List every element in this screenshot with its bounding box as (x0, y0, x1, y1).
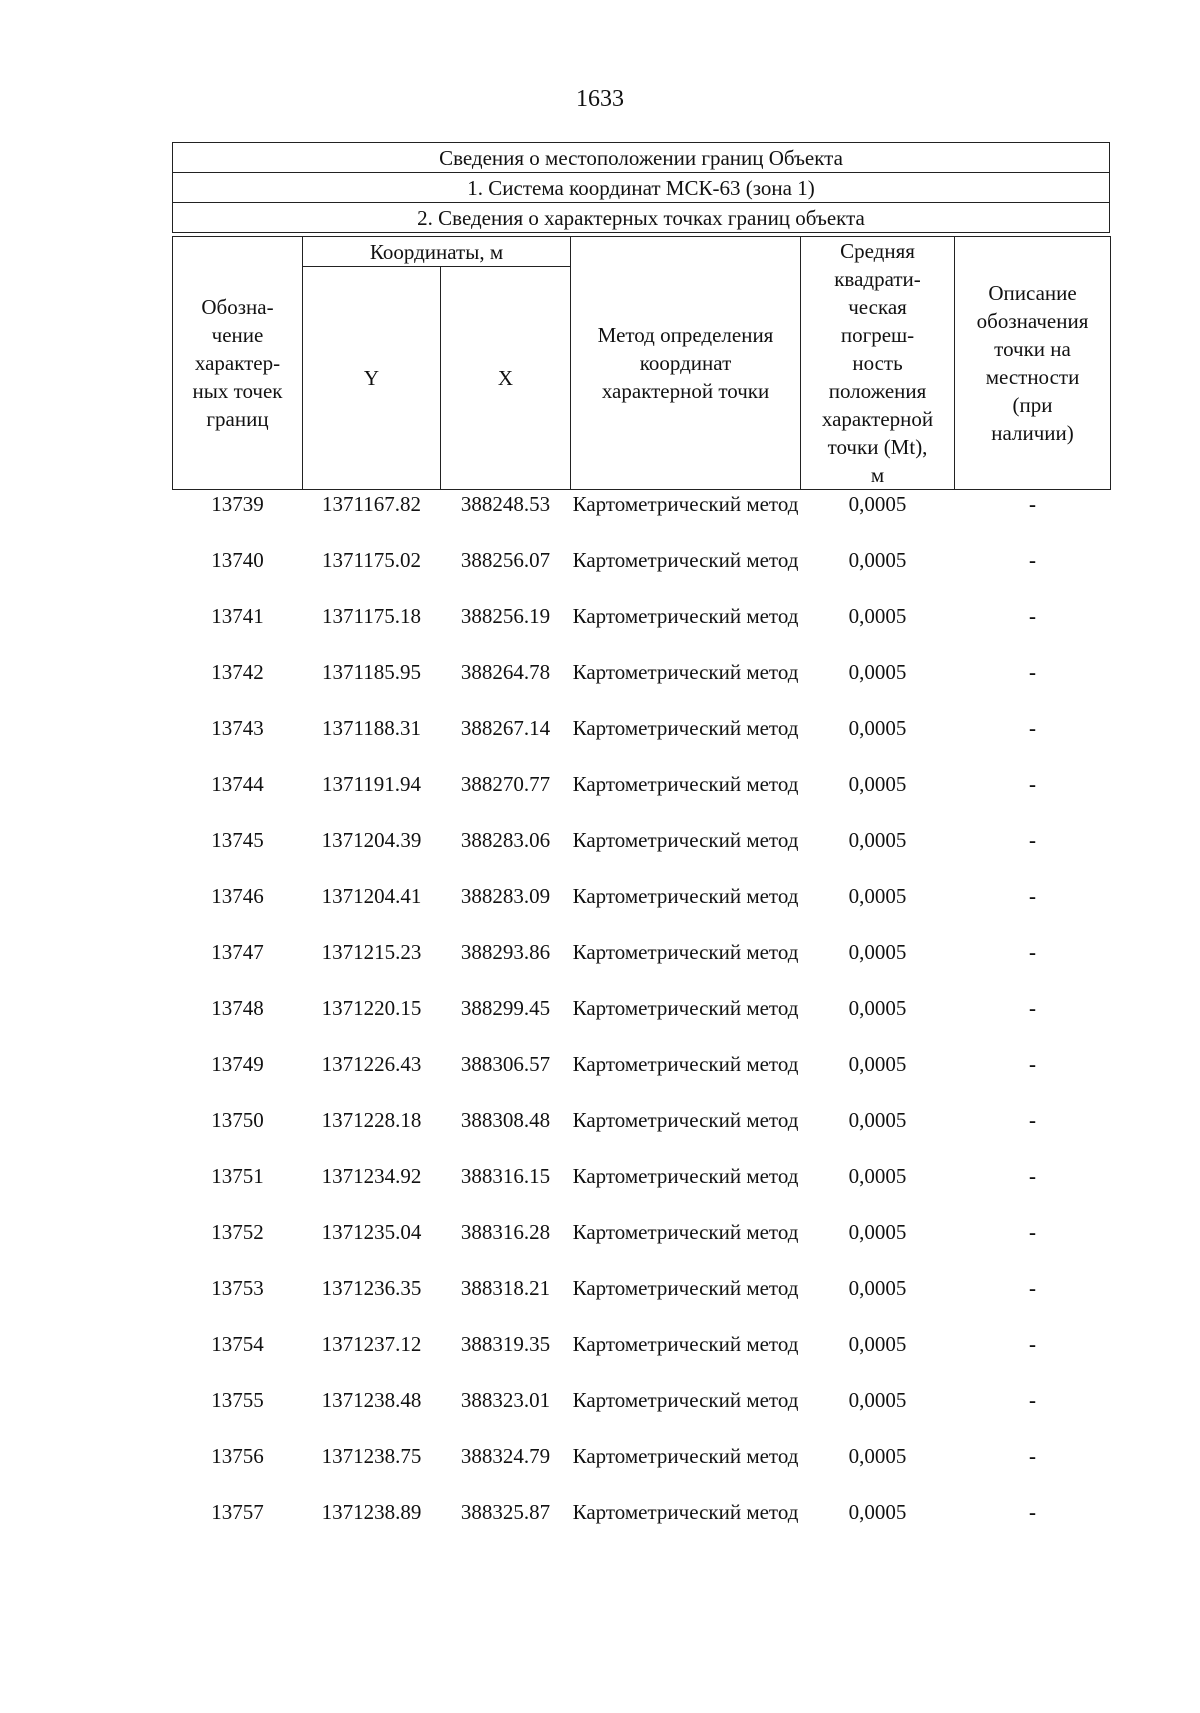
x-coordinate-cell: 388308.48 (460, 1107, 551, 1132)
point-id-cell: 13747 (211, 939, 264, 964)
table-row (173, 994, 1111, 1050)
point-id-cell: 13749 (211, 1051, 264, 1076)
method-cell: Картометрический метод (572, 1443, 799, 1468)
method-cell: Картометрический метод (572, 603, 799, 628)
description-cell: - (1029, 883, 1037, 908)
method-cell: Картометрический метод (572, 883, 799, 908)
method-cell: Картометрический метод (572, 1275, 799, 1300)
y-coordinate-cell: 1371226.43 (321, 1051, 422, 1076)
description-cell: - (1029, 1499, 1037, 1524)
y-coordinate-cell: 1371204.39 (321, 827, 422, 852)
description-cell: - (1029, 659, 1037, 684)
error-cell: 0,0005 (848, 1331, 907, 1356)
y-coordinate-cell: 1371167.82 (322, 492, 421, 516)
y-coordinate-cell: 1371220.15 (321, 995, 422, 1020)
description-cell: - (1029, 492, 1037, 516)
error-cell: 0,0005 (848, 1499, 907, 1524)
table-row (173, 546, 1111, 602)
column-header-y: Y (303, 267, 441, 490)
method-cell: Картометрический метод (572, 1499, 799, 1524)
method-cell: Картометрический метод (572, 1163, 799, 1188)
x-coordinate-cell: 388299.45 (460, 995, 551, 1020)
x-coordinate-cell: 388318.21 (460, 1275, 551, 1300)
point-id-cell: 13752 (211, 1219, 264, 1244)
y-coordinate-cell: 1371237.12 (321, 1331, 422, 1356)
y-coordinate-cell: 1371228.18 (321, 1107, 422, 1132)
table-row (173, 1442, 1111, 1498)
x-coordinate-cell: 388324.79 (460, 1443, 551, 1468)
error-cell: 0,0005 (848, 1275, 907, 1300)
method-cell: Картометрический метод (572, 547, 799, 572)
column-header-method: Метод определения координат характерной точки (571, 237, 801, 490)
method-cell: Картометрический метод (572, 995, 799, 1020)
description-cell: - (1029, 715, 1037, 740)
point-id-cell: 13746 (211, 883, 264, 908)
method-cell: Картометрический метод (572, 1219, 799, 1244)
error-cell: 0,0005 (848, 715, 907, 740)
x-coordinate-cell: 388319.35 (460, 1331, 551, 1356)
table-row (173, 882, 1111, 938)
description-cell: - (1029, 995, 1037, 1020)
point-id-cell: 13756 (211, 1443, 264, 1468)
document-title: Сведения о местоположении границ Объекта (173, 143, 1110, 173)
error-cell: 0,0005 (848, 603, 907, 628)
method-cell: Картометрический метод (572, 827, 799, 852)
table-row (173, 1106, 1111, 1162)
point-id-cell: 13741 (211, 603, 264, 628)
description-cell: - (1029, 547, 1037, 572)
point-id-cell: 13744 (211, 771, 264, 796)
table-row (173, 1274, 1111, 1330)
x-coordinate-cell: 388283.09 (460, 883, 551, 908)
point-id-cell: 13742 (211, 659, 264, 684)
error-cell: 0,0005 (848, 939, 907, 964)
coordinate-system-heading: 1. Система координат МСК-63 (зона 1) (173, 173, 1110, 203)
page-number: 1633 (576, 86, 624, 112)
error-cell: 0,0005 (848, 1051, 907, 1076)
method-cell: Картометрический метод (572, 771, 799, 796)
column-header-error: Средняя квадрати- ческая погреш- ность положения характерной точки (Mt), м (801, 237, 955, 490)
point-id-cell: 13751 (211, 1163, 264, 1188)
y-coordinate-cell: 1371238.48 (321, 1387, 422, 1412)
error-cell: 0,0005 (848, 1219, 907, 1244)
point-id-cell: 13743 (211, 715, 264, 740)
points-table-body (173, 490, 1111, 1554)
description-cell: - (1029, 1163, 1037, 1188)
x-coordinate-cell: 388323.01 (460, 1387, 551, 1412)
method-cell: Картометрический метод (572, 1331, 799, 1356)
y-coordinate-cell: 1371235.04 (321, 1219, 422, 1244)
x-coordinate-cell: 388256.19 (460, 603, 551, 628)
error-cell: 0,0005 (848, 827, 907, 852)
table-row (173, 602, 1111, 658)
method-cell: Картометрический метод (572, 939, 799, 964)
y-coordinate-cell: 1371238.75 (321, 1443, 422, 1468)
method-cell: Картометрический метод (572, 1051, 799, 1076)
method-cell: Картометрический метод (572, 1387, 799, 1412)
description-cell: - (1029, 939, 1037, 964)
column-header-coordinates: Координаты, м (303, 237, 571, 267)
point-id-cell: 13745 (211, 827, 264, 852)
error-cell: 0,0005 (848, 1387, 907, 1412)
y-coordinate-cell: 1371204.41 (321, 883, 422, 908)
x-coordinate-cell: 388316.15 (460, 1163, 551, 1188)
table-row (173, 490, 1111, 546)
description-cell: - (1029, 1443, 1037, 1468)
error-cell: 0,0005 (848, 883, 907, 908)
point-id-cell: 13748 (211, 995, 264, 1020)
column-header-designation: Обозна- чение характер- ных точек границ (173, 237, 303, 490)
table-row (173, 1498, 1111, 1554)
y-coordinate-cell: 1371236.35 (321, 1275, 422, 1300)
table-row (173, 1386, 1111, 1442)
table-row (173, 938, 1111, 994)
x-coordinate-cell: 388316.28 (460, 1219, 551, 1244)
y-coordinate-cell: 1371175.02 (322, 547, 421, 572)
point-id-cell: 13755 (211, 1387, 264, 1412)
y-coordinate-cell: 1371215.23 (321, 939, 422, 964)
y-coordinate-cell: 1371238.89 (321, 1499, 422, 1524)
table-row (173, 1330, 1111, 1386)
description-cell: - (1029, 603, 1037, 628)
description-cell: - (1029, 1387, 1037, 1412)
y-coordinate-cell: 1371185.95 (322, 659, 421, 684)
method-cell: Картометрический метод (572, 1107, 799, 1132)
error-cell: 0,0005 (848, 547, 907, 572)
method-cell: Картометрический метод (572, 659, 799, 684)
point-id-cell: 13753 (211, 1275, 264, 1300)
description-cell: - (1029, 1275, 1037, 1300)
x-coordinate-cell: 388306.57 (460, 1051, 551, 1076)
table-row (173, 714, 1111, 770)
table-row (173, 770, 1111, 826)
point-id-cell: 13740 (211, 547, 264, 572)
point-id-cell: 13754 (211, 1331, 264, 1356)
y-coordinate-cell: 1371191.94 (322, 771, 421, 796)
description-cell: - (1029, 1107, 1037, 1132)
x-coordinate-cell: 388264.78 (460, 659, 551, 684)
y-coordinate-cell: 1371234.92 (321, 1163, 422, 1188)
method-cell: Картометрический метод (572, 492, 799, 516)
method-cell: Картометрический метод (572, 715, 799, 740)
x-coordinate-cell: 388283.06 (460, 827, 551, 852)
description-cell: - (1029, 1219, 1037, 1244)
description-cell: - (1029, 827, 1037, 852)
point-id-cell: 13739 (211, 492, 264, 516)
title-block (172, 142, 1110, 233)
error-cell: 0,0005 (848, 659, 907, 684)
table-row (173, 658, 1111, 714)
x-coordinate-cell: 388256.07 (460, 547, 551, 572)
characteristic-points-table (172, 236, 1111, 1554)
column-header-x: X (441, 267, 571, 490)
error-cell: 0,0005 (848, 1107, 907, 1132)
x-coordinate-cell: 388267.14 (460, 715, 551, 740)
error-cell: 0,0005 (848, 492, 907, 516)
column-header-description: Описание обозначения точки на местности (при наличии) (955, 237, 1111, 490)
point-id-cell: 13750 (211, 1107, 264, 1132)
x-coordinate-cell: 388293.86 (460, 939, 551, 964)
x-coordinate-cell: 388270.77 (460, 771, 551, 796)
point-id-cell: 13757 (211, 1499, 264, 1524)
error-cell: 0,0005 (848, 771, 907, 796)
table-row (173, 826, 1111, 882)
error-cell: 0,0005 (848, 995, 907, 1020)
points-section-heading: 2. Сведения о характерных точках границ объекта (173, 203, 1110, 233)
description-cell: - (1029, 1051, 1037, 1076)
y-coordinate-cell: 1371175.18 (322, 603, 421, 628)
y-coordinate-cell: 1371188.31 (322, 715, 421, 740)
description-cell: - (1029, 771, 1037, 796)
table-row (173, 1162, 1111, 1218)
x-coordinate-cell: 388325.87 (460, 1499, 551, 1524)
x-coordinate-cell: 388248.53 (460, 492, 551, 516)
table-row (173, 1218, 1111, 1274)
description-cell: - (1029, 1331, 1037, 1356)
error-cell: 0,0005 (848, 1443, 907, 1468)
error-cell: 0,0005 (848, 1163, 907, 1188)
table-row (173, 1050, 1111, 1106)
